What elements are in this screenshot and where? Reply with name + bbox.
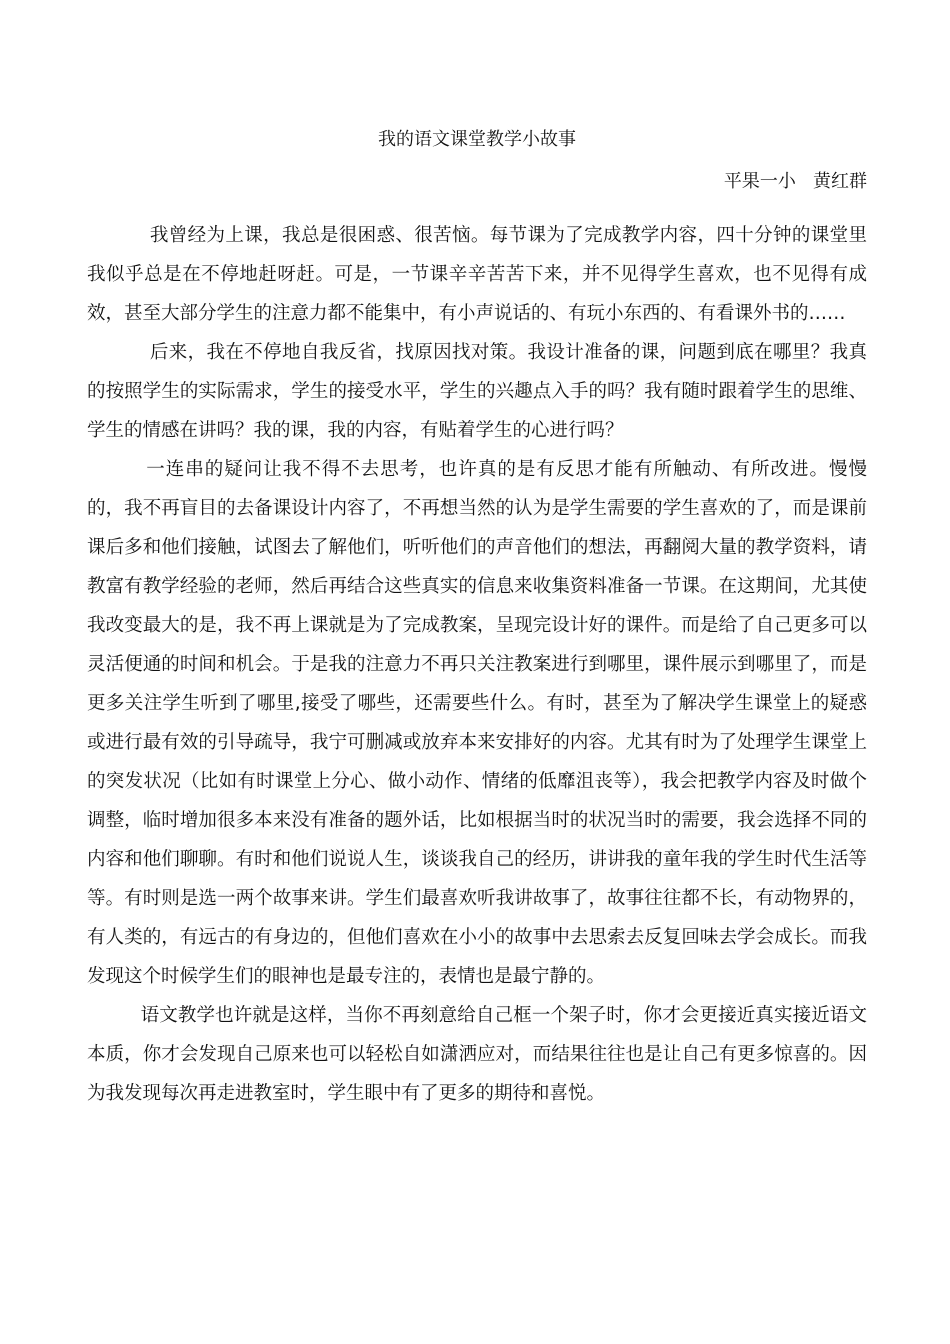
document-body bbox=[87, 216, 867, 1113]
paragraph-1: 我曾经为上课，我总是很困惑、很苦恼。每节课为了完成教学内容，四十分钟的课堂里我似乎总是在不停地赶呀赶。可是，一节课辛辛苦苦下来，并不见得学生喜欢，也不见得有成效，甚至大部分学生的注意力都不能集中，有小声说话的、有玩小东西的、有看课外书的…… bbox=[87, 225, 867, 324]
paragraph-2: 后来，我在不停地自我反省，找原因找对策。我设计准备的课，问题到底在哪里？我真的按照学生的实际需求，学生的接受水平，学生的兴趣点入手的吗？我有随时跟着学生的思维、学生的情感在讲吗？我的课，我的内容，有贴着学生的心进行吗？ bbox=[87, 342, 867, 441]
paragraph-4: 语文教学也许就是这样，当你不再刻意给自己框一个架子时，你才会更接近真实接近语文本质，你才会发现自己原来也可以轻松自如潇洒应对，而结果往往也是让自己有更多惊喜的。因为我发现每次再走进教室时，学生眼中有了更多的期待和喜悦。 bbox=[87, 1005, 867, 1104]
document-author: 平果一小 黄红群 bbox=[723, 171, 867, 192]
paragraph-3: 一连串的疑问让我不得不去思考，也许真的是有反思才能有所触动、有所改进。慢慢的，我不再盲目的去备课设计内容了，不再想当然的认为是学生需要的学生喜欢的了，而是课前课后多和他们接触，试图去了解他们，听听他们的声音他们的想法，再翻阅大量的教学资料，请教富有教学经验的老师，然后再结合这些真实的信息来收集资料准备一节课。在这期间，尤其使我改变最大的是，我不再上课就是为了完成教案，呈现完设计好的课件。而是给了自己更多可以灵活便通的时间和机会。于是我的注意力不再只关注教案进行到哪里，课件展示到哪里了，而是更多关注学生听到了哪里,接受了哪些，还需要些什么。有时，甚至为了解决学生课堂上的疑惑或进行最有效的引导疏导，我宁可删减或放弃本来安排好的内容。尤其有时为了处理学生课堂上的突发状况（比如有时课堂上分心、做小动作、情绪的低靡沮丧等），我会把教学内容及时做个调整，临时增加很多本来没有准备的题外话，比如根据当时的状况当时的需要，我会选择不同的内容和他们聊聊。有时和他们说说人生，谈谈我自己的经历，讲讲我的童年我的学生时代生活等等。有时则是选一两个故事来讲。学生们最喜欢听我讲故事了，故事往往都不长，有动物界的，有人类的，有远古的有身边的，但他们喜欢在小小的故事中去思索去反复回味去学会成长。而我发现这个时候学生们的眼神也是最专注的，表情也是最宁静的。 bbox=[87, 459, 867, 987]
document-title: 我的语文课堂教学小故事 bbox=[378, 129, 576, 150]
